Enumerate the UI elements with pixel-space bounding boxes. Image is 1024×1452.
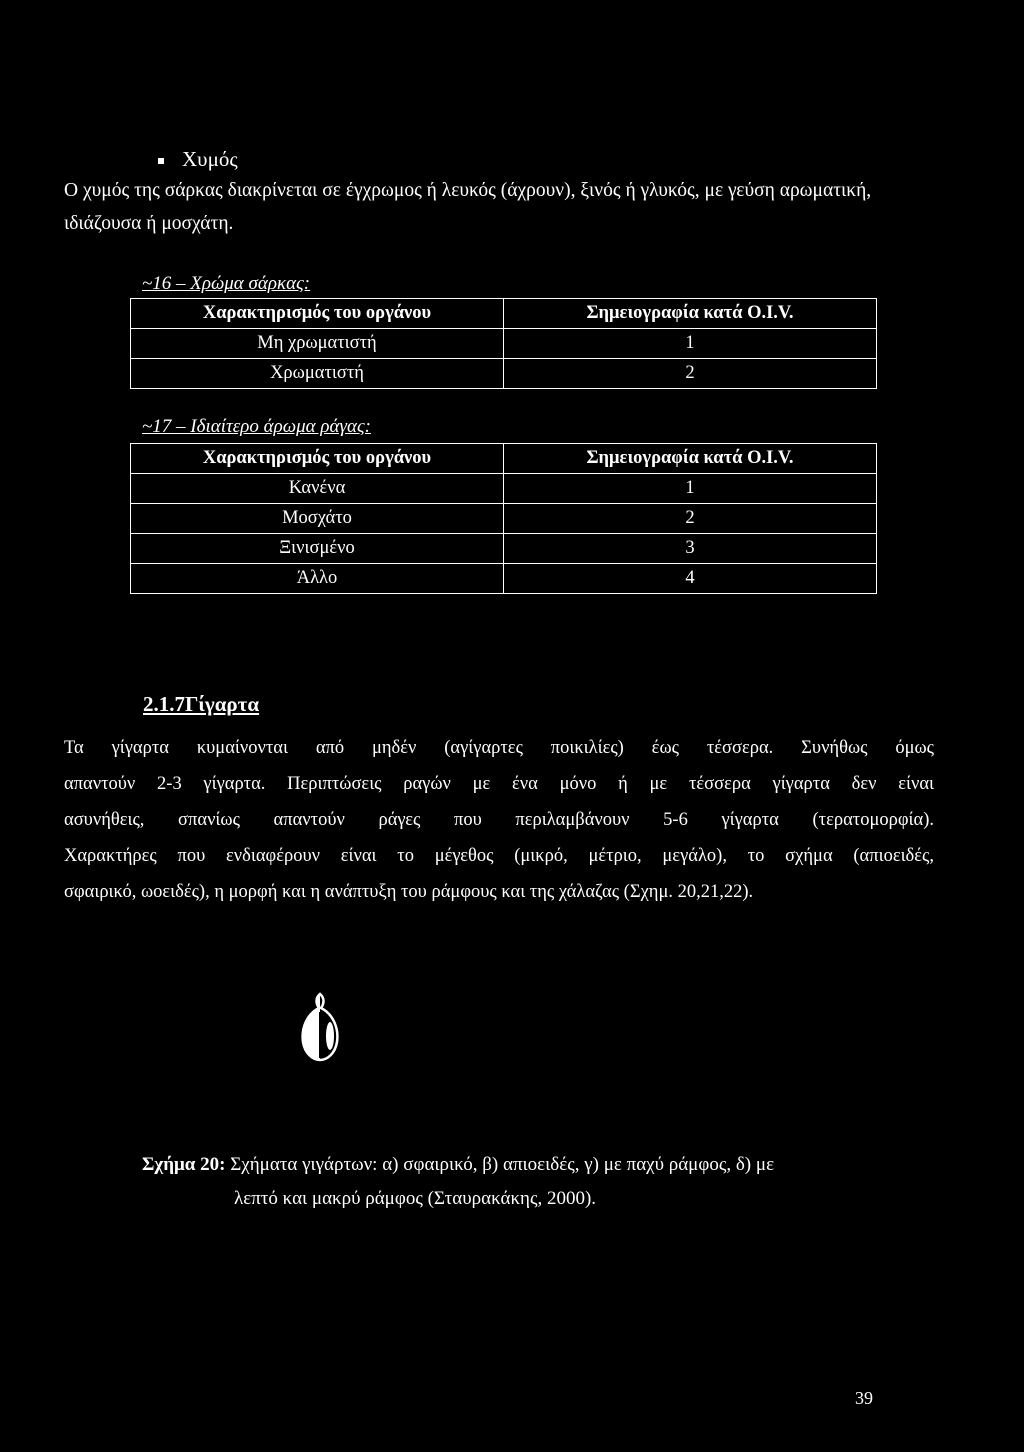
header-notation: Σημειογραφία κατά Ο.Ι.V. bbox=[504, 299, 877, 329]
table-header-row bbox=[131, 299, 877, 329]
table-cell: 1 bbox=[504, 474, 877, 504]
figure-caption bbox=[142, 1148, 887, 1216]
table-cell: Άλλο bbox=[131, 564, 504, 594]
page-number: 39 bbox=[855, 1388, 873, 1408]
table-cell: 3 bbox=[504, 534, 877, 564]
table-cell: Κανένα bbox=[131, 474, 504, 504]
table-row bbox=[131, 474, 877, 504]
table-row bbox=[131, 564, 877, 594]
table-cell: 2 bbox=[504, 504, 877, 534]
seed-shape-figure bbox=[297, 990, 343, 1064]
table-cell: Μοσχάτο bbox=[131, 504, 504, 534]
table-16-caption: ~16 – Χρώμα σάρκας: bbox=[142, 273, 311, 294]
header-characterization: Χαρακτηρισμός του οργάνου bbox=[131, 444, 504, 474]
table-row bbox=[131, 504, 877, 534]
paragraph-line: ασυνήθεις, σπανίως απαντούν ράγες που περιλαμβάνουν 5-6 γίγαρτα (τερατομορφία). bbox=[64, 810, 934, 830]
section-heading: 2.1.7Γίγαρτα bbox=[143, 692, 260, 716]
table-row bbox=[131, 359, 877, 389]
paragraph-line: απαντούν 2-3 γίγαρτα. Περιπτώσεις ραγών με ένα μόνο ή με τέσσερα γίγαρτα δεν είναι bbox=[64, 774, 934, 794]
table-row bbox=[131, 534, 877, 564]
table-cell: 4 bbox=[504, 564, 877, 594]
paragraph-line: Τα γίγαρτα κυμαίνονται από μηδέν (αγίγαρτες ποικιλίες) έως τέσσερα. Συνήθως όμως bbox=[64, 738, 934, 758]
table-cell: 2 bbox=[504, 359, 877, 389]
table-berry-aroma bbox=[130, 443, 877, 594]
table-flesh-color bbox=[130, 298, 877, 389]
bullet-icon bbox=[158, 158, 164, 164]
figure-caption-text: λεπτό και μακρύ ράμφος (Σταυρακάκης, 2000). bbox=[234, 1188, 597, 1209]
header-characterization: Χαρακτηρισμός του οργάνου bbox=[131, 299, 504, 329]
paragraph-line: Χαρακτήρες που ενδιαφέρουν είναι το μέγεθος (μικρό, μέτριο, μεγάλο), το σχήμα (απιοειδές, bbox=[64, 846, 934, 866]
table-cell: 1 bbox=[504, 329, 877, 359]
table-header-row bbox=[131, 444, 877, 474]
table-17-caption: ~17 – Ιδιαίτερο άρωμα ράγας: bbox=[142, 416, 371, 437]
table-cell: Μη χρωματιστή bbox=[131, 329, 504, 359]
table-cell: Ξινισμένο bbox=[131, 534, 504, 564]
figure-caption-text: Σχήματα γιγάρτων: α) σφαιρικό, β) απιοειδές, γ) με παχύ ράμφος, δ) με bbox=[225, 1154, 775, 1175]
figure-caption-label: Σχήμα 20: bbox=[142, 1154, 226, 1175]
table-cell: Χρωματιστή bbox=[131, 359, 504, 389]
paragraph-line: σφαιρικό, ωοειδές), η μορφή και η ανάπτυξη του ράμφους και της χάλαζας (Σχημ. 20,21,22). bbox=[64, 882, 754, 902]
paragraph-juice: Ο χυμός της σάρκας διακρίνεται σε έγχρωμος ή λευκός (άχρουν), ξινός ή γλυκός, με γεύση αρωματική, ιδιάζουσα ή μοσχάτη. bbox=[64, 180, 872, 234]
seed-icon bbox=[297, 990, 343, 1064]
section-bullet: Χυμός bbox=[158, 147, 238, 172]
table-row bbox=[131, 329, 877, 359]
paragraph-seeds bbox=[64, 730, 934, 910]
header-notation: Σημειογραφία κατά Ο.Ι.V. bbox=[504, 444, 877, 474]
